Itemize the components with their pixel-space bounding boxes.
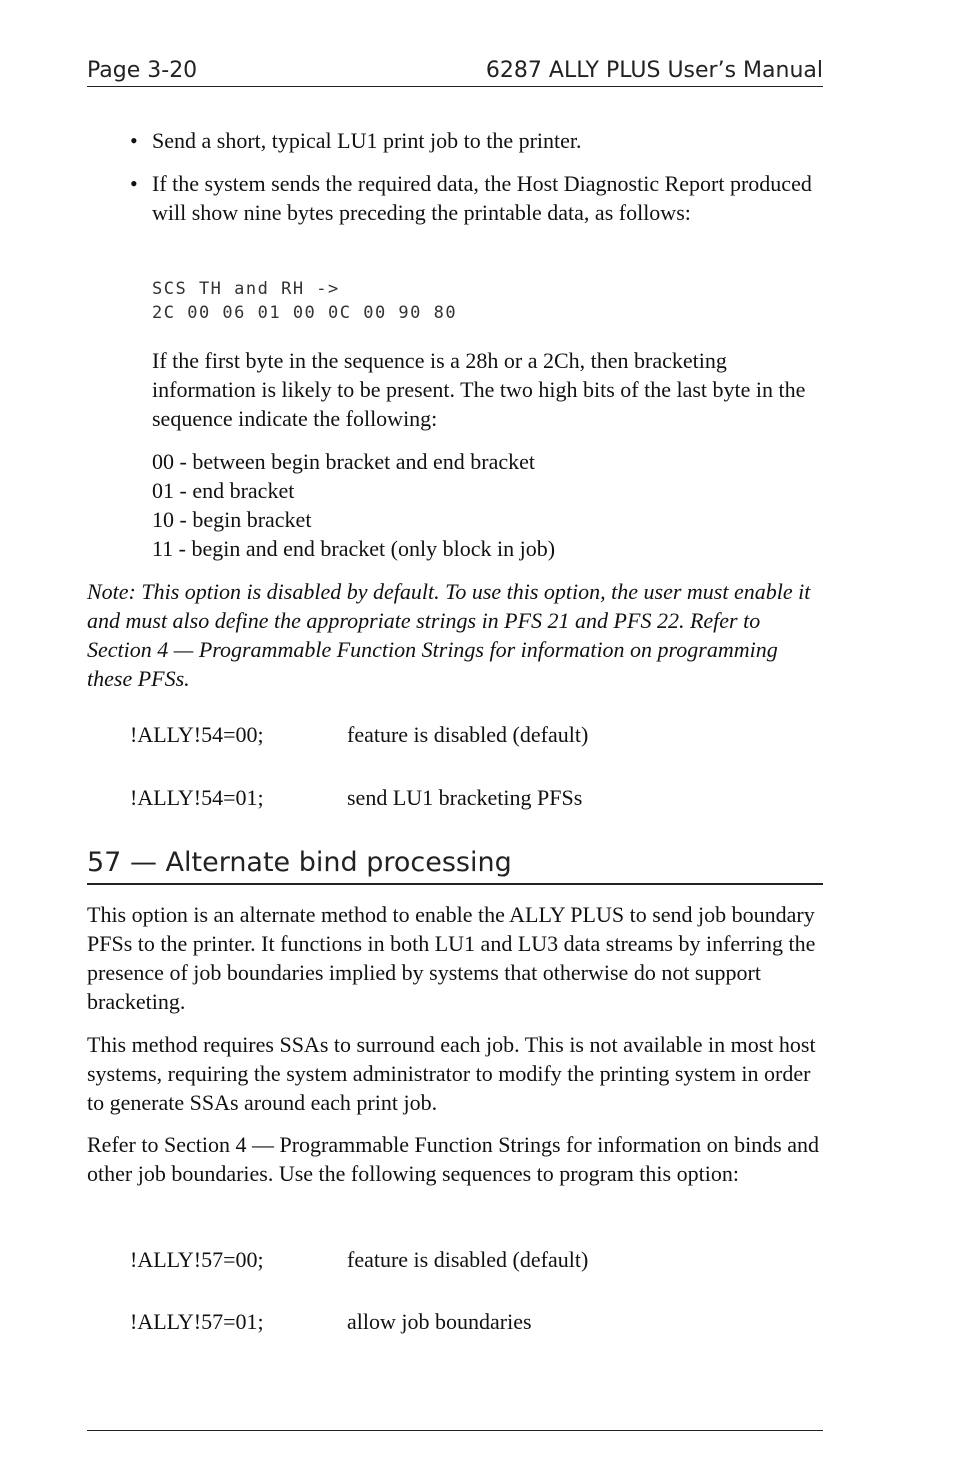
section-paragraph: This option is an alternate method to enable the ALLY PLUS to send job boundary PFSs to the printer. It functions in both LU1 and LU3 data streams by inferring the presence of job boundaries implied by systems that otherwise do not support bracketing.: [87, 902, 816, 1014]
bullet-icon: •: [130, 171, 138, 196]
bracketing-paragraph: If the first byte in the sequence is a 28h or a 2Ch, then bracketing information is likely to be present. The two high bits of the last byte in the sequence indicate the following:: [152, 348, 806, 431]
list-item: 01 - end bracket: [152, 478, 295, 503]
section-paragraph: This method requires SSAs to surround each job. This is not available in most host systems, requiring the system administrator to modify the printing system in order to generate SSAs around each print job.: [87, 1032, 816, 1115]
option-description: feature is disabled (default): [347, 1247, 589, 1272]
code-line: 2C 00 06 01 00 0C 00 90 80: [152, 303, 458, 323]
page-header: [87, 56, 823, 87]
section-heading: [87, 845, 823, 885]
list-item: 00 - between begin bracket and end bracket: [152, 449, 535, 474]
list-item: [130, 169, 820, 227]
bullet-list: [130, 126, 820, 241]
option-description: feature is disabled (default): [347, 722, 589, 747]
option-description: allow job boundaries: [347, 1309, 532, 1334]
section-paragraph: Refer to Section 4 — Programmable Function Strings for information on binds and other job boundaries. Use the following sequences to program this option:: [87, 1132, 820, 1186]
option-code: !ALLY!57=00;: [130, 1247, 264, 1272]
manual-title: 6287 ALLY PLUS User’s Manual: [485, 58, 823, 83]
code-line: SCS TH and RH ->: [152, 279, 340, 299]
list-item: [130, 126, 820, 155]
option-code: !ALLY!54=00;: [130, 722, 264, 747]
list-item: 10 - begin bracket: [152, 507, 312, 532]
bullet-icon: •: [130, 128, 138, 153]
code-sample: [152, 277, 457, 325]
bit-meaning-list: [152, 447, 822, 563]
bullet-text: Send a short, typical LU1 print job to the printer.: [152, 128, 582, 153]
option-code: !ALLY!54=01;: [130, 785, 264, 810]
bullet-text: If the system sends the required data, the Host Diagnostic Report produced will show nine bytes preceding the printable data, as follows:: [152, 171, 812, 225]
option-description: send LU1 bracketing PFSs: [347, 785, 583, 810]
option-code: !ALLY!57=01;: [130, 1309, 264, 1334]
note-paragraph: Note: This option is disabled by default. To use this option, the user must enable it and must also define the appropriate strings in PFS 21 and PFS 22. Refer to Section 4 — Programmable Function Strings for information on programming these PFSs.: [87, 579, 811, 691]
list-item: 11 - begin and end bracket (only block in job): [152, 536, 556, 561]
section-title: 57 — Alternate bind processing: [87, 847, 512, 878]
page-number: Page 3-20: [87, 58, 198, 83]
footer-divider: [87, 1430, 823, 1431]
